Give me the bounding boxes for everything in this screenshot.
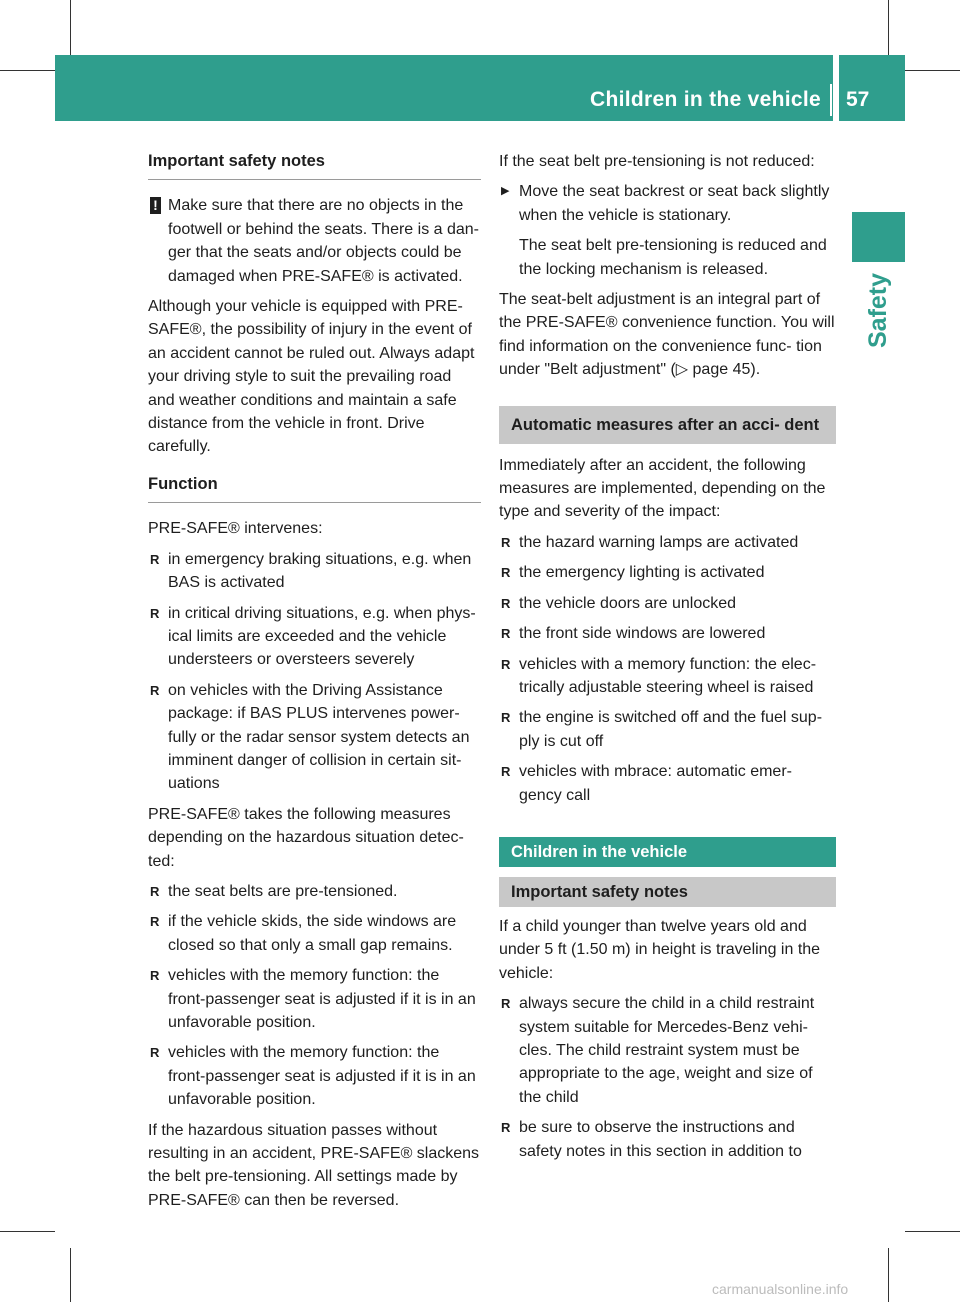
step-result: The seat belt pre-tensioning is reduced and the locking mechanism is released. [519, 237, 827, 278]
section-heading-important-safety-notes: Important safety notes [148, 150, 481, 180]
paragraph: Immediately after an accident, the following measures are implemented, depending on the type and severity of the impact: [499, 456, 826, 521]
list-item: R always secure the child in a child restraint system suitable for Mercedes-Benz vehi- cles. The child restraint system must be appropriate to the age, weight and size of the child [499, 992, 836, 1109]
paragraph: PRE-SAFE® intervenes: [148, 520, 323, 538]
paragraph: PRE-SAFE® takes the following measures depending on the hazardous situation detec- ted: [148, 805, 464, 870]
crop-mark [0, 70, 55, 71]
crop-mark [0, 1231, 55, 1232]
crop-mark [70, 1248, 71, 1302]
side-tab-block [852, 212, 905, 262]
section-heading-children: Children in the vehicle [499, 837, 836, 867]
list-item: R the seat belts are pre-tensioned. [148, 880, 481, 903]
list-item: R the front side windows are lowered [499, 622, 836, 645]
paragraph: Although your vehicle is equipped with PRE- SAFE®, the possibility of injury in the event of an accident cannot be ruled out. Always adapt your driving style to suit the prevailing road and weather conditions and maintain a safe distance from the vehicle in front. Drive carefully. [148, 298, 475, 456]
header-divider [830, 84, 832, 116]
crop-mark [70, 0, 71, 55]
section-heading-function: Function [148, 473, 481, 503]
section-heading-automatic-measures: Automatic measures after an acci- dent [499, 406, 836, 444]
instruction-step: ▶ Move the seat backrest or seat back slightly when the vehicle is stationary. [499, 180, 836, 227]
page-title: Children in the vehicle [590, 88, 821, 111]
list-item: R vehicles with a memory function: the elec- trically adjustable steering wheel is raised [499, 653, 836, 700]
right-column [499, 150, 836, 1170]
list-item: R vehicles with mbrace: automatic emer- gency call [499, 760, 836, 807]
paragraph: If a child younger than twelve years old and under 5 ft (1.50 m) in height is traveling in the vehicle: [499, 917, 821, 982]
list-item: R if the vehicle skids, the side windows are closed so that only a small gap remains. [148, 910, 481, 957]
list-item: R in critical driving situations, e.g. when phys- ical limits are exceeded and the vehicle understeers or oversteers severely [148, 602, 481, 672]
list-item: R on vehicles with the Driving Assistance package: if BAS PLUS intervenes power- fully or the radar sensor system detects an imminent danger of collision in certain sit- uations [148, 679, 481, 796]
list-item: R vehicles with the memory function: the front-passenger seat is adjusted if it is in an unfavorable position. [148, 964, 481, 1034]
crop-mark [905, 70, 960, 71]
paragraph: If the seat belt pre-tensioning is not reduced: [499, 153, 815, 170]
list-item: R the vehicle doors are unlocked [499, 592, 836, 615]
crop-mark [888, 0, 889, 55]
side-tab-label: Safety [864, 272, 892, 348]
paragraph: If the hazardous situation passes without resulting in an accident, PRE-SAFE® slackens the belt pre-tensioning. All settings made by PRE-SAFE® can then be reversed. [148, 1121, 480, 1209]
list-item: R the engine is switched off and the fuel sup- ply is cut off [499, 706, 836, 753]
subsection-heading-important-safety-notes: Important safety notes [499, 877, 836, 907]
crop-mark [888, 1248, 889, 1302]
list-item: R the hazard warning lamps are activated [499, 531, 836, 554]
warning-note: ! Make sure that there are no objects in the footwell or behind the seats. There is a dan- ger that the seats and/or objects could be damaged when PRE-SAFE® is activated. [148, 194, 481, 288]
list-item: R be sure to observe the instructions and safety notes in this section in addition to [499, 1116, 836, 1163]
crop-mark [905, 1231, 960, 1232]
watermark: carmanualsonline.info [712, 1281, 849, 1297]
list-item: R vehicles with the memory function: the front-passenger seat is adjusted if it is in an unfavorable position. [148, 1041, 481, 1111]
page-number: 57 [846, 88, 870, 111]
left-column [148, 150, 481, 1219]
list-item: R in emergency braking situations, e.g. when BAS is activated [148, 548, 481, 595]
paragraph: The seat-belt adjustment is an integral part of the PRE-SAFE® convenience function. You will find information on the convenience func- tion under "Belt adjustment" (▷ page 45). [499, 291, 835, 379]
list-item: R the emergency lighting is activated [499, 561, 836, 584]
